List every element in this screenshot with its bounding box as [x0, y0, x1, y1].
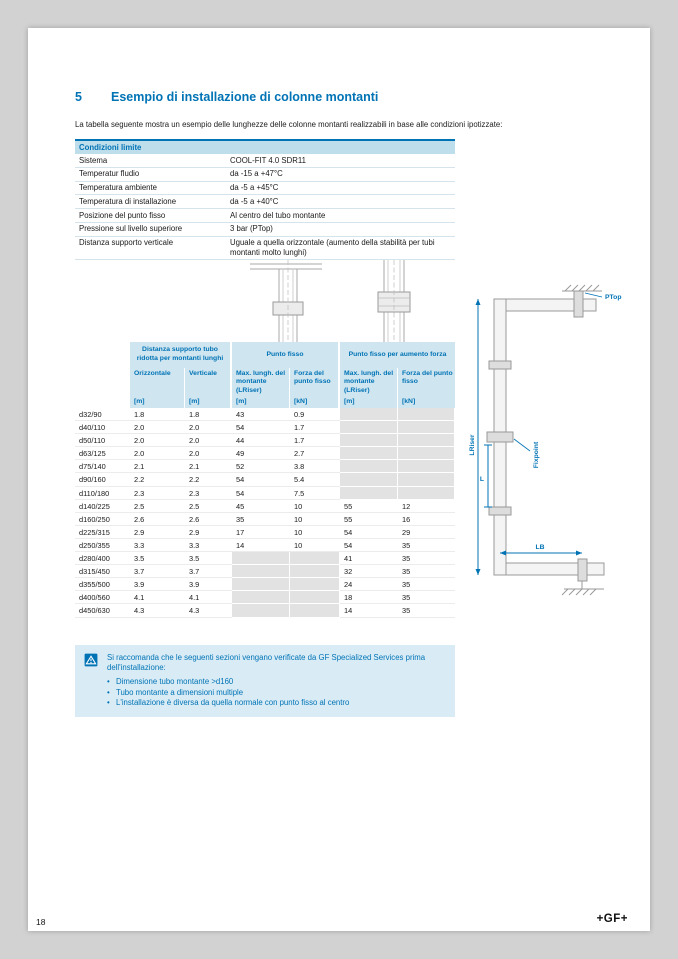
table-cell: 45	[232, 500, 290, 513]
column-header-unit: [m]	[189, 397, 200, 405]
table-row	[75, 421, 455, 434]
row-label: d355/500	[75, 578, 130, 591]
floor-hatch	[562, 581, 604, 595]
table-cell: 7.5	[290, 487, 340, 500]
column-header-max-lungh-1	[232, 368, 290, 408]
table-cell	[290, 591, 340, 604]
column-header-unit: [kN]	[294, 397, 308, 405]
table-cell: 14	[340, 604, 398, 617]
condition-label: Distanza supporto verticale	[79, 238, 174, 248]
note-bullet	[107, 698, 443, 709]
column-header-unit: [m]	[344, 397, 355, 405]
row-label: d63/125	[75, 447, 130, 460]
row-label: d90/160	[75, 473, 130, 486]
column-header-label: Forza del punto fisso	[402, 370, 453, 386]
column-header-label: Max. lungh. del montante (LRiser)	[236, 370, 286, 394]
note-bullet	[107, 677, 443, 688]
table-cell: 2.0	[130, 447, 185, 460]
table-cell	[340, 473, 398, 486]
group-header-punto-fisso-aumento: Punto fisso per aumento forza	[340, 342, 455, 368]
table-cell: 12	[398, 500, 455, 513]
bullet-dot: •	[107, 687, 110, 697]
table-cell: 2.1	[130, 460, 185, 473]
table-cell	[290, 578, 340, 591]
riser-clamp	[489, 507, 511, 515]
row-label: d400/560	[75, 591, 130, 604]
lriser-label: LRiser	[469, 434, 476, 456]
row-label: d32/90	[75, 408, 130, 421]
column-header-verticale	[185, 368, 232, 408]
page-number: 18	[36, 917, 46, 927]
group-header-distanza: Distanza supporto tubo ridotta per montanti lunghi	[130, 342, 232, 368]
riser-table-group-header-row	[75, 342, 455, 368]
fixpoint-clamp	[487, 432, 513, 442]
conditions-table	[75, 139, 455, 260]
table-cell	[340, 447, 398, 460]
table-cell	[398, 473, 455, 486]
column-header-label: Max. lungh. del montante (LRiser)	[344, 370, 394, 394]
condition-row	[75, 209, 455, 223]
table-cell: 2.9	[185, 526, 232, 539]
table-cell: 54	[232, 487, 290, 500]
table-cell: 54	[232, 473, 290, 486]
note-bullet	[107, 688, 443, 699]
table-cell: 2.6	[185, 513, 232, 526]
table-cell: 3.7	[130, 565, 185, 578]
table-row	[75, 578, 455, 591]
table-row	[75, 487, 455, 500]
bullet-dot: •	[107, 698, 110, 707]
table-cell: 44	[232, 434, 290, 447]
fixpoint-leader	[514, 439, 530, 451]
condition-label: Temperatur fludio	[79, 169, 140, 179]
table-cell: 10	[290, 500, 340, 513]
table-row	[75, 604, 455, 617]
table-cell: 54	[340, 526, 398, 539]
table-row	[75, 591, 455, 604]
warning-icon	[84, 653, 98, 667]
l-dimension	[484, 445, 492, 507]
table-cell: 3.3	[185, 539, 232, 552]
note-text: Si raccomanda che le seguenti sezioni vengano verificate da GF Specialized Services prima dell'installazione:	[107, 653, 426, 672]
table-cell: 29	[398, 526, 455, 539]
table-cell	[232, 604, 290, 617]
riser-diagram	[468, 283, 660, 631]
condition-value: Uguale a quella orizzontale (aumento della stabilità per tubi montanti molto lunghi)	[230, 238, 435, 258]
table-cell: 4.1	[130, 591, 185, 604]
l-label: L	[479, 476, 485, 483]
table-cell: 2.2	[185, 473, 232, 486]
condition-row	[75, 237, 455, 261]
table-cell: 2.5	[185, 500, 232, 513]
intro-paragraph: La tabella seguente mostra un esempio delle lunghezze delle colonne montanti realizzabili in base alle condizioni ipotizzate:	[75, 120, 503, 129]
column-header-label: Orizzontale	[134, 370, 171, 377]
table-row	[75, 408, 455, 421]
row-label: d450/630	[75, 604, 130, 617]
ptop-leader	[585, 293, 602, 297]
fixpoint-label: Fixpoint	[533, 441, 540, 469]
table-cell: 3.7	[185, 565, 232, 578]
conditions-table-body	[75, 154, 455, 260]
table-cell	[340, 421, 398, 434]
table-row	[75, 526, 455, 539]
riser-clamp	[489, 361, 511, 369]
section-title: Esempio di installazione di colonne montanti	[111, 90, 379, 104]
table-cell	[232, 552, 290, 565]
table-cell	[232, 591, 290, 604]
column-header-forza-2	[398, 368, 455, 408]
column-header-unit: [m]	[134, 397, 145, 405]
ceiling-lines	[250, 264, 322, 269]
table-cell: 2.0	[130, 421, 185, 434]
table-cell: 2.2	[130, 473, 185, 486]
document-page	[28, 28, 650, 931]
pipe-detail-illustration-left	[250, 260, 322, 344]
row-label: d250/355	[75, 539, 130, 552]
condition-value: da -15 a +47°C	[230, 169, 283, 179]
table-cell: 2.9	[130, 526, 185, 539]
table-row	[75, 447, 455, 460]
row-label: d280/400	[75, 552, 130, 565]
table-cell	[290, 552, 340, 565]
table-cell	[290, 565, 340, 578]
row-label: d50/110	[75, 434, 130, 447]
condition-label: Temperatura di installazione	[79, 196, 177, 206]
condition-row	[75, 154, 455, 168]
condition-label: Pressione sul livello superiore	[79, 224, 183, 234]
table-cell	[290, 604, 340, 617]
table-cell: 18	[340, 591, 398, 604]
table-cell: 1.7	[290, 421, 340, 434]
table-cell: 54	[232, 421, 290, 434]
lb-label: LB	[535, 544, 545, 551]
note-box	[75, 645, 455, 717]
column-header-label: Verticale	[189, 370, 217, 377]
table-cell: 35	[232, 513, 290, 526]
table-cell	[398, 487, 455, 500]
bottom-anchor-clamp	[578, 559, 587, 581]
column-header-unit: [m]	[236, 397, 247, 405]
bullet-text: Tubo montante a dimensioni multiple	[116, 687, 244, 697]
row-label: d40/110	[75, 421, 130, 434]
table-cell	[232, 578, 290, 591]
table-row	[75, 434, 455, 447]
column-header-empty	[75, 368, 130, 408]
table-cell: 1.7	[290, 434, 340, 447]
table-cell: 10	[290, 513, 340, 526]
table-cell: 49	[232, 447, 290, 460]
table-cell	[340, 434, 398, 447]
table-cell: 43	[232, 408, 290, 421]
condition-row	[75, 195, 455, 209]
row-label: d110/180	[75, 487, 130, 500]
table-cell: 2.3	[185, 487, 232, 500]
table-cell: 35	[398, 578, 455, 591]
table-cell: 24	[340, 578, 398, 591]
row-label: d75/140	[75, 460, 130, 473]
table-row	[75, 539, 455, 552]
table-cell: 35	[398, 552, 455, 565]
table-cell	[398, 421, 455, 434]
table-cell: 35	[398, 539, 455, 552]
top-anchor-clamp	[574, 291, 583, 317]
column-header-label: Forza del punto fisso	[294, 370, 331, 386]
note-bullets	[107, 677, 443, 709]
table-cell: 2.0	[130, 434, 185, 447]
ceiling-hatch	[562, 285, 602, 291]
table-row	[75, 460, 455, 473]
bullet-dot: •	[107, 677, 110, 686]
table-cell: 3.9	[185, 578, 232, 591]
table-cell: 55	[340, 513, 398, 526]
table-cell: 3.9	[130, 578, 185, 591]
column-header-max-lungh-2	[340, 368, 398, 408]
table-cell: 4.3	[130, 604, 185, 617]
condition-row	[75, 223, 455, 237]
lb-dimension	[500, 551, 582, 556]
table-cell: 1.8	[130, 408, 185, 421]
condition-label: Posizione del punto fisso	[79, 210, 166, 220]
group-header-empty	[75, 342, 130, 368]
condition-value: 3 bar (PTop)	[230, 224, 273, 234]
table-cell: 0.9	[290, 408, 340, 421]
table-cell: 3.5	[185, 552, 232, 565]
table-cell: 54	[340, 539, 398, 552]
table-cell: 1.8	[185, 408, 232, 421]
group-header-punto-fisso: Punto fisso	[232, 342, 340, 368]
table-cell: 10	[290, 526, 340, 539]
section-heading	[75, 90, 378, 104]
condition-value: Al centro del tubo montante	[230, 210, 326, 220]
table-cell: 3.3	[130, 539, 185, 552]
section-number: 5	[75, 90, 82, 104]
table-row	[75, 500, 455, 513]
table-cell: 35	[398, 604, 455, 617]
table-cell: 10	[290, 539, 340, 552]
column-header-orizzontale	[130, 368, 185, 408]
table-cell: 14	[232, 539, 290, 552]
bullet-text: Dimensione tubo montante >d160	[116, 677, 234, 686]
table-cell: 2.0	[185, 434, 232, 447]
riser-table-body	[75, 408, 455, 618]
table-cell: 52	[232, 460, 290, 473]
ptop-label: PTop	[605, 294, 622, 301]
table-cell	[398, 434, 455, 447]
table-cell: 2.3	[130, 487, 185, 500]
table-cell: 2.1	[185, 460, 232, 473]
row-label: d140/225	[75, 500, 130, 513]
riser-table	[75, 342, 455, 618]
table-cell: 16	[398, 513, 455, 526]
riser-table-sub-header-row	[75, 368, 455, 408]
row-label: d225/315	[75, 526, 130, 539]
table-cell: 55	[340, 500, 398, 513]
lriser-dimension	[476, 299, 481, 575]
row-label: d160/250	[75, 513, 130, 526]
condition-label: Sistema	[79, 155, 108, 165]
condition-label: Temperatura ambiente	[79, 183, 158, 193]
table-cell: 35	[398, 591, 455, 604]
table-cell: 32	[340, 565, 398, 578]
condition-value: da -5 a +45°C	[230, 183, 279, 193]
pipe-detail-illustration-right	[354, 260, 434, 344]
table-cell	[398, 447, 455, 460]
table-cell	[398, 408, 455, 421]
table-cell: 2.0	[185, 421, 232, 434]
conditions-table-header: Condizioni limite	[75, 139, 455, 154]
table-cell: 2.7	[290, 447, 340, 460]
gf-logo: +GF+	[596, 913, 628, 925]
condition-row	[75, 168, 455, 182]
table-row	[75, 552, 455, 565]
row-label: d315/450	[75, 565, 130, 578]
condition-value: COOL-FIT 4.0 SDR11	[230, 155, 306, 165]
table-row	[75, 565, 455, 578]
column-header-forza-1	[290, 368, 340, 408]
table-cell: 2.0	[185, 447, 232, 460]
bullet-text: L'installazione è diversa da quella normale con punto fisso al centro	[116, 698, 350, 707]
table-cell: 2.6	[130, 513, 185, 526]
table-cell	[398, 460, 455, 473]
table-cell	[340, 408, 398, 421]
column-header-unit: [kN]	[402, 397, 416, 405]
table-cell: 35	[398, 565, 455, 578]
table-cell	[340, 460, 398, 473]
table-cell: 5.4	[290, 473, 340, 486]
table-cell: 4.3	[185, 604, 232, 617]
table-cell: 2.5	[130, 500, 185, 513]
table-row	[75, 513, 455, 526]
table-cell: 3.5	[130, 552, 185, 565]
table-row	[75, 473, 455, 486]
condition-value: da -5 a +40°C	[230, 196, 279, 206]
table-cell: 3.8	[290, 460, 340, 473]
table-cell: 17	[232, 526, 290, 539]
table-cell	[340, 487, 398, 500]
table-cell: 41	[340, 552, 398, 565]
table-cell	[232, 565, 290, 578]
condition-row	[75, 182, 455, 196]
table-cell: 4.1	[185, 591, 232, 604]
